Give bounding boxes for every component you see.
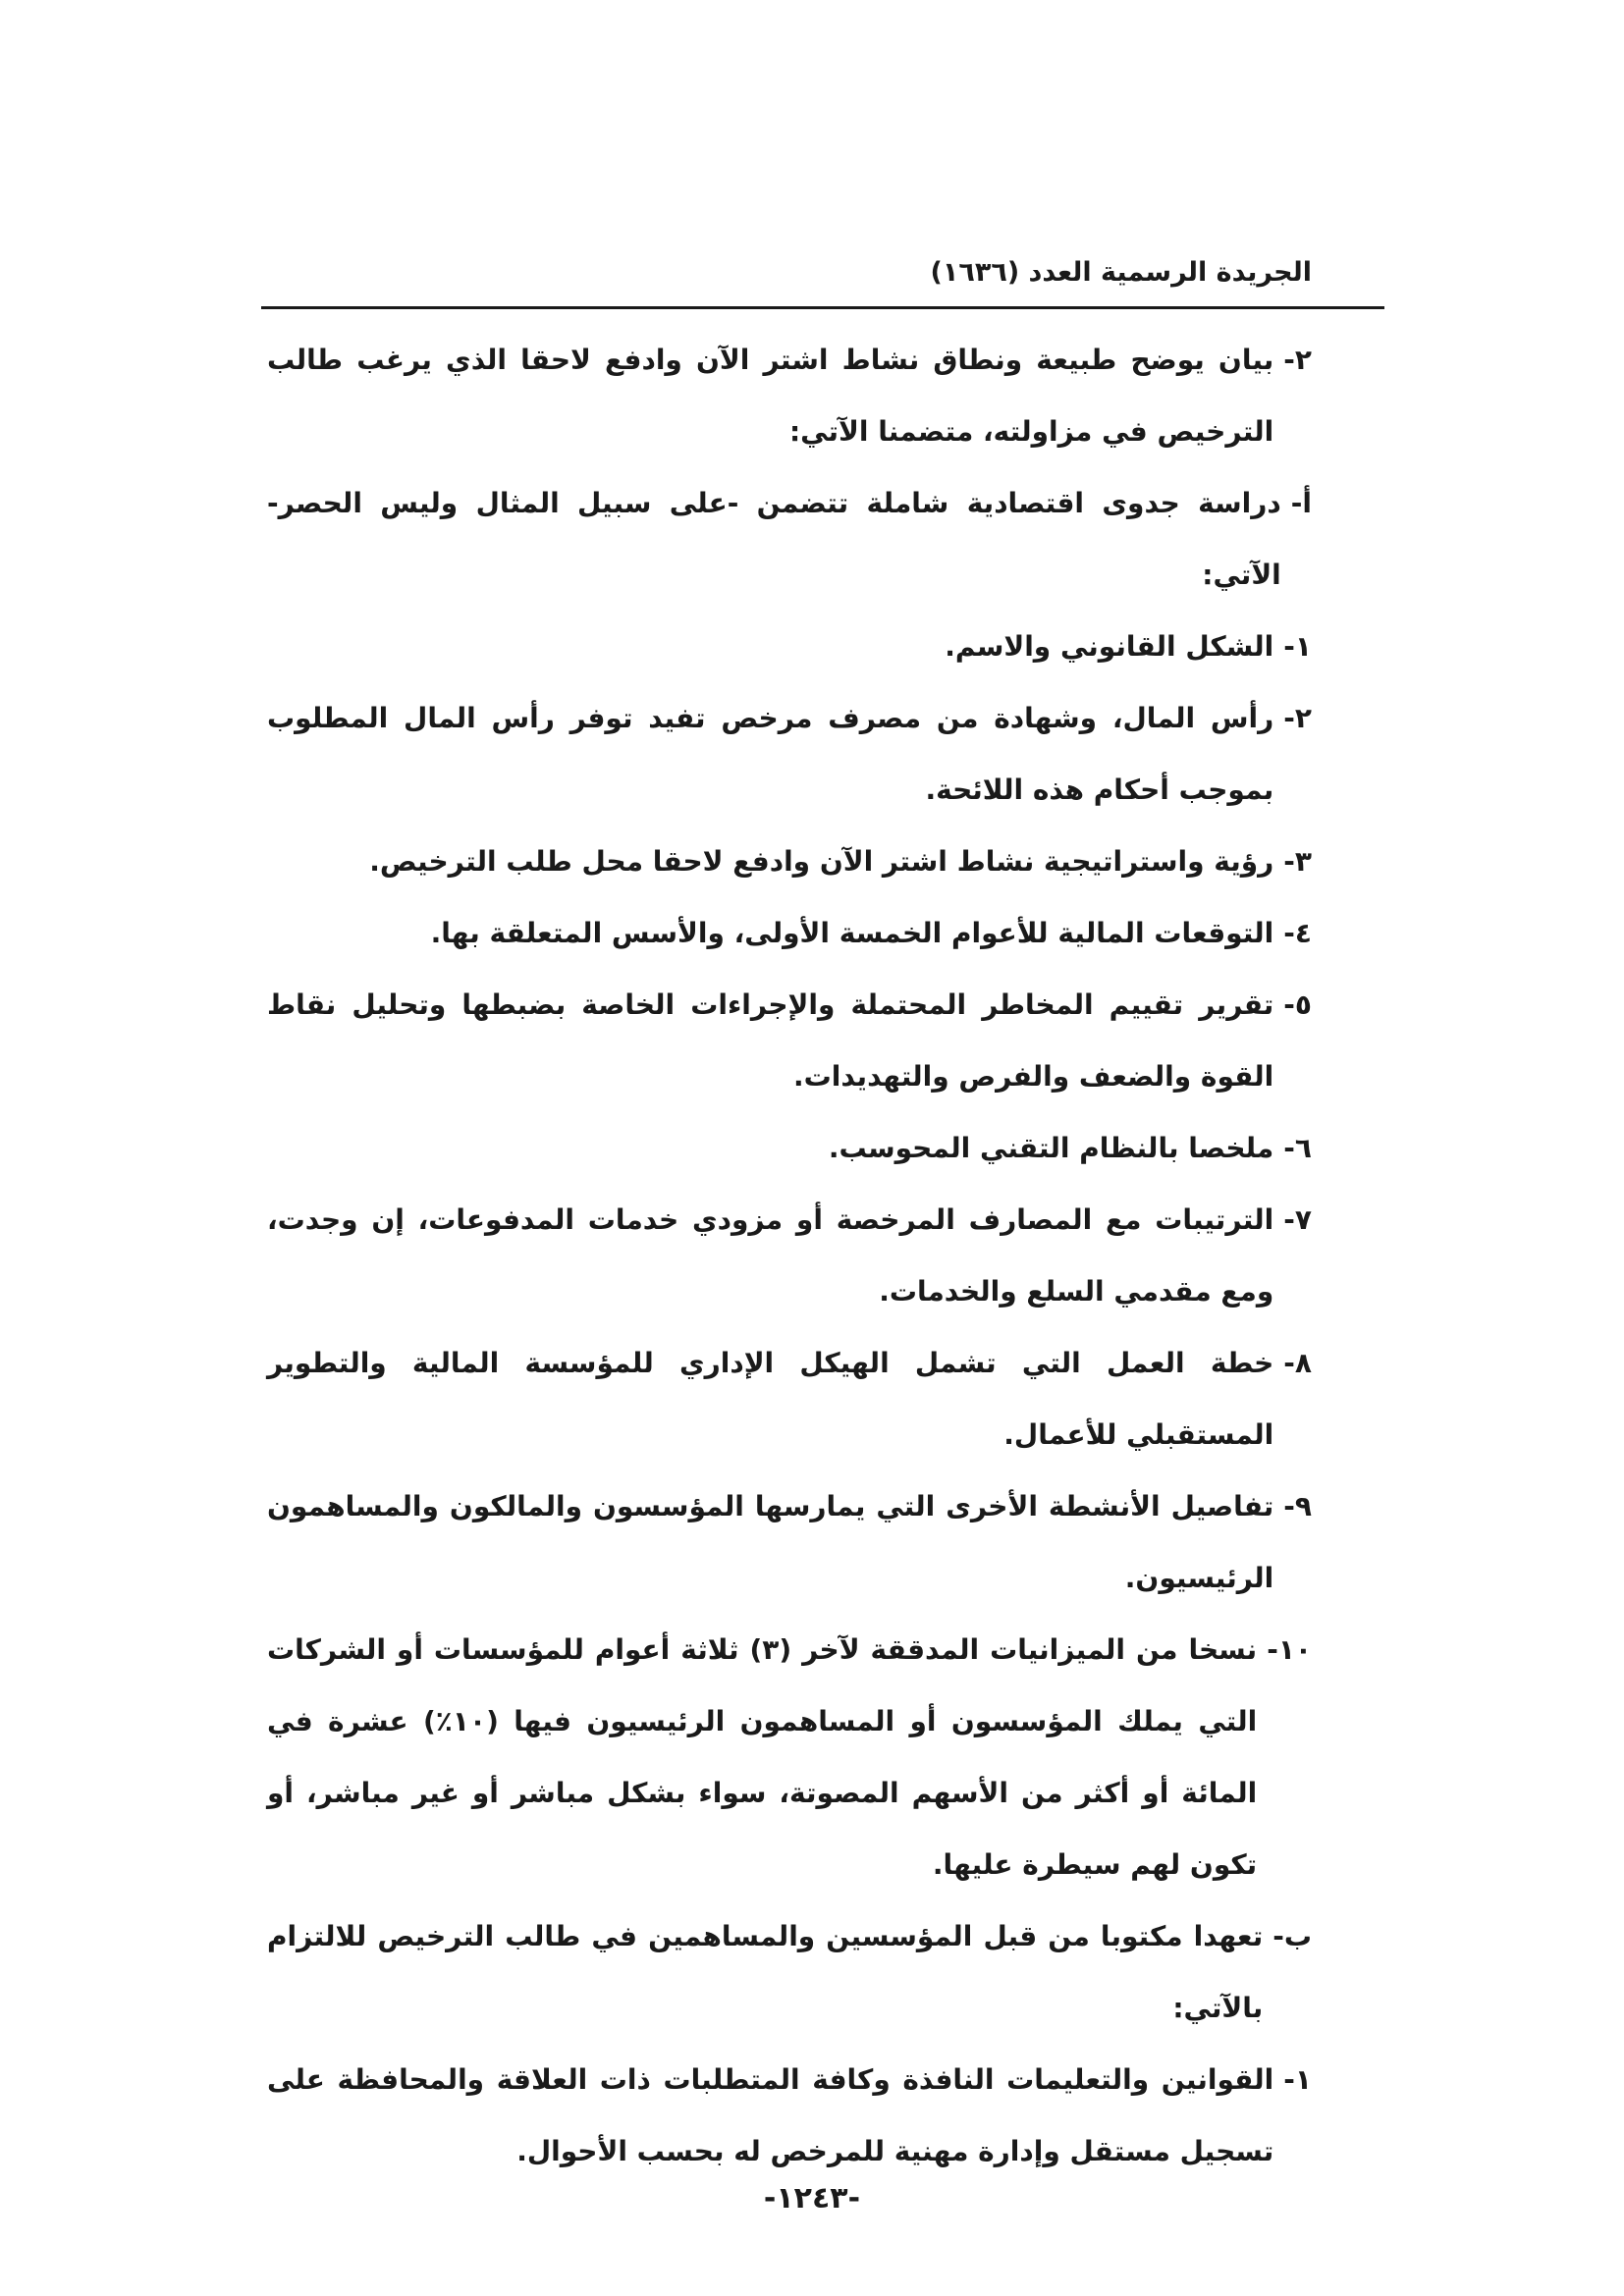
list-item — [267, 1470, 1312, 1614]
item-number: ٦- — [1283, 1132, 1312, 1164]
item-number: ٧- — [1283, 1203, 1312, 1236]
list-item — [267, 969, 1312, 1112]
list-item — [267, 1327, 1312, 1470]
item-number: ١- — [1283, 2063, 1312, 2096]
item-text: خطة العمل التي تشمل الهيكل الإداري للمؤسسة المالية والتطوير المستقبلي للأعمال. — [267, 1347, 1274, 1451]
item-number: ٣- — [1283, 845, 1312, 878]
list-item — [267, 682, 1312, 826]
list-item — [267, 324, 1312, 467]
item-text: تقرير تقييم المخاطر المحتملة والإجراءات الخاصة بضبطها وتحليل نقاط القوة والضعف والفرص والتهديدات. — [267, 988, 1274, 1093]
item-text: الترتيبات مع المصارف المرخصة أو مزودي خدمات المدفوعات، إن وجدت، ومع مقدمي السلع والخدمات. — [267, 1203, 1274, 1308]
list-item — [267, 1900, 1312, 2044]
item-number: أ- — [1290, 487, 1312, 519]
item-number: ١٠- — [1267, 1633, 1312, 1666]
list-item — [267, 467, 1312, 611]
item-number: ٨- — [1283, 1347, 1312, 1379]
list-item — [267, 897, 1312, 969]
item-number: ٥- — [1283, 988, 1312, 1021]
list-item — [267, 611, 1312, 682]
list-item — [267, 826, 1312, 897]
item-text: القوانين والتعليمات النافذة وكافة المتطلبات ذات العلاقة والمحافظة على تسجيل مستقل وإدارة مهنية للمرخص له بحسب الأحوال. — [267, 2063, 1274, 2167]
item-number: ١- — [1283, 630, 1312, 663]
item-number: ٩- — [1283, 1490, 1312, 1522]
item-text: بيان يوضح طبيعة ونطاق نشاط اشتر الآن وادفع لاحقا الذي يرغب طالب الترخيص في مزاولته، متضمنا الآتي: — [267, 344, 1274, 448]
item-number: ب- — [1272, 1920, 1312, 1952]
document-body — [267, 324, 1312, 2187]
item-text: ملخصا بالنظام التقني المحوسب. — [828, 1132, 1274, 1164]
item-number: ٤- — [1283, 917, 1312, 949]
list-item — [267, 2044, 1312, 2187]
item-text: رأس المال، وشهادة من مصرف مرخص تفيد توفر رأس المال المطلوب بموجب أحكام هذه اللائحة. — [267, 702, 1274, 806]
item-text: دراسة جدوى اقتصادية شاملة تتضمن -على سبيل المثال وليس الحصر- الآتي: — [267, 487, 1281, 591]
item-text: التوقعات المالية للأعوام الخمسة الأولى، والأسس المتعلقة بها. — [430, 917, 1274, 949]
item-number: ٢- — [1283, 344, 1312, 376]
list-item — [267, 1184, 1312, 1327]
list-item — [267, 1112, 1312, 1184]
item-text: تعهدا مكتوبا من قبل المؤسسين والمساهمين في طالب الترخيص للالتزام بالآتي: — [267, 1920, 1264, 2024]
item-text: تفاصيل الأنشطة الأخرى التي يمارسها المؤسسون والمالكون والمساهمون الرئيسيون. — [267, 1490, 1274, 1594]
item-text: الشكل القانوني والاسم. — [945, 630, 1274, 663]
running-header: الجريدة الرسمية العدد (١٦٣٦) — [930, 257, 1312, 288]
item-number: ٢- — [1283, 702, 1312, 734]
item-text: رؤية واستراتيجية نشاط اشتر الآن وادفع لاحقا محل طلب الترخيص. — [369, 845, 1274, 878]
item-text: نسخا من الميزانيات المدققة لآخر (٣) ثلاثة أعوام للمؤسسات أو الشركات التي يملك المؤسسون أو المساهمون الرئيسيون فيها (١٠٪) عشرة في المائة أو أكثر من الأسهم المصوتة، سواء بشكل مباشر أو غير مباشر، أو تكون لهم سيطرة عليها. — [267, 1633, 1258, 1881]
list-item — [267, 1614, 1312, 1900]
header-divider — [261, 306, 1384, 309]
page-number: -١٢٤٣- — [763, 2181, 861, 2216]
